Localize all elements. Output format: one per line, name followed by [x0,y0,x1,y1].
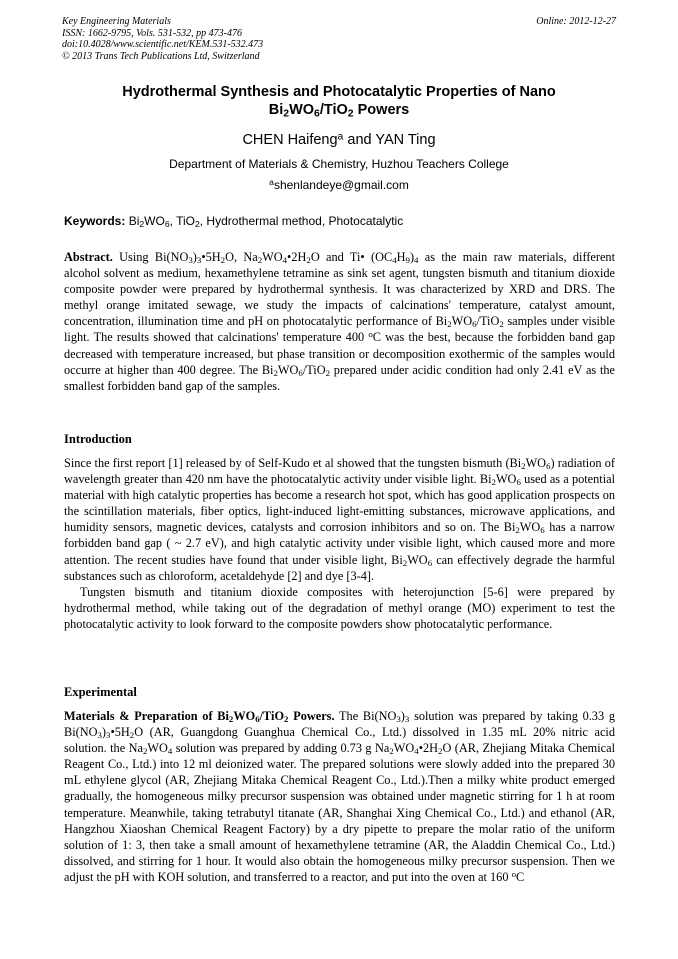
introduction-heading: Introduction [64,432,132,446]
journal-name: Key Engineering Materials [62,16,171,27]
paper-title [60,83,618,119]
keywords-label: Keywords: [64,214,129,228]
experimental-heading: Experimental [64,685,137,699]
online-date: Online: 2012-12-27 [536,16,616,27]
title-line-1: Hydrothermal Synthesis and Photocatalytic Properties of Nano [122,84,556,100]
abstract-label: Abstract. [64,250,113,264]
keywords: Keywords: $Bi_2WO_6$, TiO$_2$, Hydrothermal method, Photocatalytic [64,214,404,229]
author-email: $^a$shenlandeye@gmail.com [269,177,409,192]
introduction-paragraph-1: Since the first report [1] released by of Self-Kudo et al showed that the tungsten bismuth $(Bi_2WO_6)$ radiation of wavelength greater than 420 nm have the photocatalytic activity under visible light. $Bi_2WO_6$ used as a potential material with high catalytic properties has become a research hot spot, which has good application prospects on the scintillation materials, fiber optics, light-induced light-emitting substances, microwave applications, and humidity sensors, magnetic devices, catalysts and corrosion inhibitors and so on. The $Bi_2WO_6$ has a narrow forbidden band gap ( ~ 2.7 eV), and high catalytic activity under visible light, which caused more and more attention. The recent studies have found that under visible light, $Bi_2WO_6$ can effectively degrade the harmful substances such as chloroform, acetaldehyde [2] and dye [3-4]. [64,456,615,583]
experimental-body: Materials & Preparation of $Bi_2WO_6/TiO_2$ Powers. The $Bi(NO_3)_3$ solution was prepared by taking 0.33 g $Bi(NO_3)_3•5H_2O$ (AR, Guangdong Guanghua Chemical Co., Ltd.) dissolved in 1.35 mL 20% nitric acid solution. the $Na_2WO_4$ solution was prepared by adding 0.73 g $Na_2WO_4•2H_2O$ (AR, Zhejiang Mitaka Chemical Reagent Co., Ltd.) into 12 ml deionized water. The prepared solutions were slowly added into the prepared 30 mL ethylene glycol (AR, Zhejiang Mitaka Chemical Reagent Co., Ltd.).Then a milky white product emerged gradually, the homogeneous milky precursor suspension was obtained under magnetic stirring for 1 h at room temperature. Meanwhile, taking tetrabutyl titanate (AR, Shanghai Xing Chemical Co., Ltd.) and ethanol (AR, Hangzhou Xiaoshan Chemical Reagent Factory) by a dry pipette to prepare the molar ratio of the uniform solution of 1: 3, then take a small amount of hexamethylene tetramine (AR, the Aladdin Chemical Co., Ltd.) dissolved, and stirring for 1 hour. It would also obtain the homogeneous milky precursor suspension. Then we adjust the pH with KOH solution, and transferred to a reactor, and put into the oven at 160 $^o$C [64,709,615,884]
introduction-paragraph-2: Tungsten bismuth and titanium dioxide composites with heterojunction [5-6] were prepared by hydrothermal method, while taking out of the degradation of methyl orange (MO) experiment to test the photocatalytic activity to look forward to the composite powders show photocatalytic performance. [64,584,615,631]
title-line-2: $Bi_2WO_6/TiO_2$ Powers [268,102,410,120]
doi-line: doi:10.4028/www.scientific.net/KEM.531-532.473 [62,39,264,51]
affiliation: Department of Materials & Chemistry, Huzhou Teachers College [169,157,509,171]
abstract: Abstract. Using $Bi(NO_3)_3•5H_2O$, $Na_2WO_4•2H_2O$ and Ti• $(OC_4H_9)_4$ as the main raw materials, different alcohol solvent as medium, hexamethylene tetramine as sink set agent, tungsten bismuth and titanium dioxide composite powder were prepared by hydrothermal synthesis. It was characterized by XRD and DRS. The methyl orange imitated sewage, we study the impacts of calcinations' temperature, catalyst amount, concentration, illumination time and pH on photocatalytic performance of $Bi_2WO_6/TiO_2$ samples under visible light. The results showed that calcinations' temperature 400 $^o$C was the best, because the forbidden band gap decreased with temperature increased, but phase transition or decomposition exothermic of the samples would occurre at higher than 400 degree. The $Bi_2WO_6/TiO_2$ prepared under acidic condition had only 2.41 eV as the smallest forbidden band gap of the samples. [64,250,615,393]
introduction-body [64,455,615,632]
authors: CHEN Haifeng$^a$ and YAN Ting [242,131,436,148]
experimental-subheading: Materials & Preparation of $Bi_2WO_6/TiO_2$ Powers. [64,709,335,724]
copyright-line: © 2013 Trans Tech Publications Ltd, Switzerland [62,50,260,62]
issn-line: ISSN: 1662-9795, Vols. 531-532, pp 473-476 [62,27,242,39]
journal-header [62,16,616,62]
